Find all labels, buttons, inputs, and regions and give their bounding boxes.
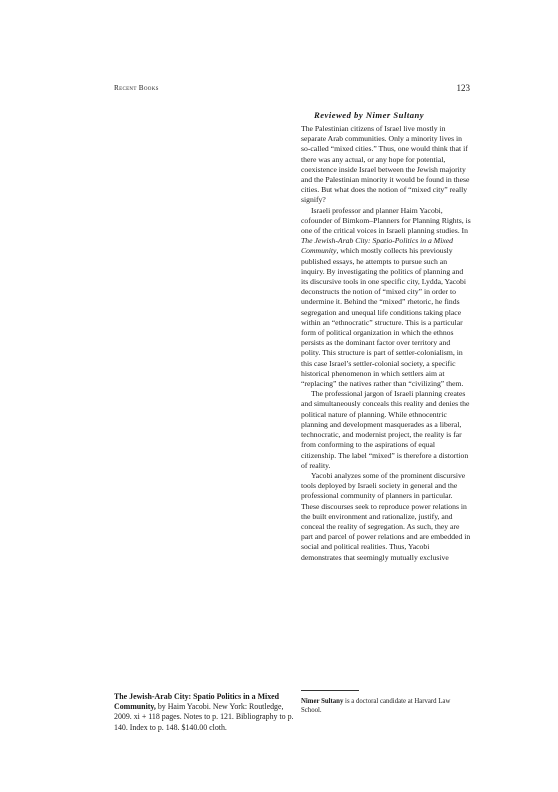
footnote-author: Nimer Sultany [301,698,344,705]
paragraph-text: Israeli professor and planner Haim Yacobi, cofounder of Bimkom–Planners for Planning Rights, is one of the critical voices in Israeli planning studies. In [301,205,471,236]
book-citation [114,692,294,733]
review-paragraph-1 [301,124,471,206]
page-number: 123 [456,83,470,93]
footnote-rule [301,690,359,691]
running-title: Recent Books [114,84,159,92]
book-details: by Haim Yacobi. New York: Routledge, 2009. xi + 118 pages. Notes to p. 121. Bibliography to p. 140. Index to p. 148. $140.00 cloth. [114,702,294,732]
paragraph-text: , which mostly collects his previously published essays, he attempts to pursue such an inquiry. By investigating the politics of planning and its discursive tools in one specific city, Lydda, Yacobi deconstructs the notion of “mixed city” in order to undermine it. Behind the “mixed” rhetoric, he finds segregation and unequal life conditions taking place within an “ethnocratic” structure. This is a particular form of political organization in which the ethnos persists as the dominant factor over territory and polity. This structure is part of settler-colonialism, in this case Israel’s settler-colonial society, a specific historical phenomenon in which settlers aim at “replacing” the natives rather than “civilizing” them. [301,246,466,389]
paragraph-text: The professional jargon of Israeli planning creates and simultaneously conceals this reality and denies the political nature of planning. While ethnocentric planning and development masquerades as a liberal, technocratic, and modernist project, the reality is far from conforming to the aspirations of equal citizenship. The label “mixed” is therefore a distortion of reality. [301,389,470,470]
running-head [114,84,470,96]
review-paragraph-4 [301,471,471,563]
review-body [301,124,471,563]
footnote-text: is a doctoral candidate at Harvard Law School. [301,698,451,714]
reviewer-byline: Reviewed by Nimer Sultany [314,110,425,120]
paragraph-text: Yacobi analyzes some of the prominent discursive tools deployed by Israeli society in general and the professional community of planners in particular. These discourses seek to reproduce power relations in the built environment and rationalize, justify, and conceal the reality of segregation. As such, they are part and parcel of power relations and are embedded in social and political realities. Thus, Yacobi demonstrates that seemingly mutually exclusive [301,470,471,562]
paragraph-text: The Palestinian citizens of Israel live mostly in separate Arab communities. Only a minority lives in so-called “mixed cities.” Thus, one would think that if there was any actual, or any hope for potential, coexistence inside Israel between the Jewish majority and the Palestinian minority it would be found in these cities. But what does the notion of “mixed city” really signify? [301,124,470,205]
book-title: The Jewish-Arab City: Spatio Politics in a Mixed Community, [114,692,280,712]
author-footnote [301,697,471,715]
review-paragraph-2 [301,206,471,390]
review-paragraph-3 [301,389,471,471]
book-title-italic: The Jewish-Arab City: Spatio-Politics in a Mixed Community [301,236,454,256]
